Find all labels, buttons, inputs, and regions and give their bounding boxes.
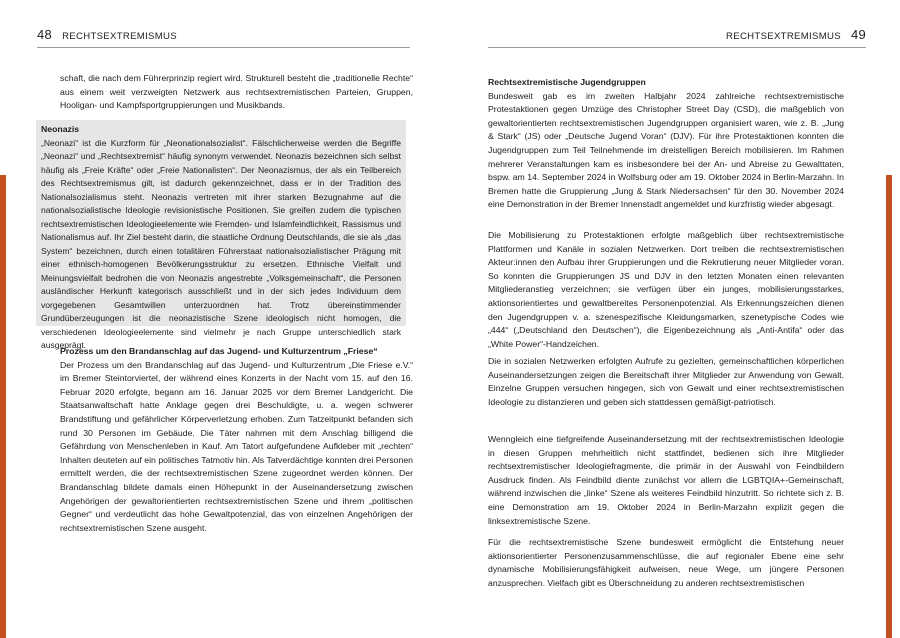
paragraph-block-5 bbox=[488, 536, 844, 590]
section-heading: Prozess um den Brandanschlag auf das Jugend- und Kulturzentrum „Friese“ bbox=[60, 346, 378, 356]
paragraph-2: Die Mobilisierung zu Protestaktionen erfolgte maßgeblich über rechtsextremistische Plattformen und Kanäle in sozialen Netzwerken. Dort treiben die rechtsextremistischen Akteur:innen den Aufbau ihrer Gruppierungen und die Rekrutierung neuer Mitglieder voran. So konnten die Gruppierungen JS und DJV in den letzten Monaten einen relevanten Mitgliederanstieg verzeichnen; sie verfügen über ein junges, mobilisierungsstarkes, aktionsorientiertes und gewaltbereites Personenpotenzial. Als Erkennungszeichen dienen den Jugendgruppen v. a. szenespezifische Kleidungsmarken, szenetypische Codes wie „444“ („Deutschland den Deutschen“), die Eigenbezeichnung als „Anti-Antifa“ oder das „White Power“-Handzeichen. bbox=[488, 230, 844, 349]
intro-paragraph bbox=[60, 72, 413, 113]
paragraph-1: Bundesweit gab es im zweiten Halbjahr 2024 zahlreiche rechtsextremistische Protestaktionen gegen Umzüge des Christopher Street Day (CSD), die maßgeblich von gewaltorientierten rechtsextremistischen Jugendgruppen organisiert waren, wie z. B. „Jung & Stark“ (JS) oder „Deutsche Jugend Voran“ (DJV). Für ihre Protestaktionen konnten die Jugendgruppen zum Teil Teilnehmende im dreistelligen Bereich mobilisieren. Im Rahmen mehrerer Veranstaltungen kam es insbesondere bei der An- und Abreise zu Gewalttaten, bspw. am 14. September 2024 in Wolfsburg oder am 19. Oktober 2024 in Berlin-Marzahn. In Bremen hatte die Gruppierung „Jung & Stark Niedersachsen“ für den 30. November 2024 eine Demonstration in der Bremer Innenstadt angemeldet und kurzfristig wieder abgesagt. bbox=[488, 90, 844, 210]
prozess-section bbox=[60, 345, 413, 535]
right-page bbox=[450, 0, 900, 638]
paragraph-block-3 bbox=[488, 355, 844, 409]
section-text: Der Prozess um den Brandanschlag auf das Jugend- und Kulturzentrum „Die Friese e.V.“ im Bremer Steintorviertel, der während eines Konzerts in der Nacht vom 15. auf den 16. Februar 2020 erfolgte, begann am 16. Januar 2025 vor dem Bremer Landgericht. Die Staatsanwaltschaft hatte Anklage gegen drei Beschuldigte, u. a. wegen schwerer Brandstiftung und gefährlicher Körperverletzung erhoben. Zum Tatzeitpunkt befanden sich rund 30 Personen im Gebäude. Die Täter nahmen mit dem Anschlag billigend die Gefährdung von Menschenleben in Kauf. Am Tatort aufgefundene Aufkleber mit „rechten“ Inhalten deuteten auf ein politisches Tatmotiv hin. Als Tatverdächtige konnten drei Personen ermittelt werden, die der rechtsextremistischen Szene zugeordnet werden können. Der Brandanschlag bildete damals einen Höhepunkt in der Auseinandersetzung zwischen Angehörigen der gewaltorientierten rechtsextremistischen Szene und ihrem „politischen Gegner“ und verdeutlicht das hohe Gewaltpotenzial, das von einzelnen Angehörigen der rechtsextremistischen Szene ausgeht. bbox=[60, 359, 413, 533]
paragraph-block-4 bbox=[488, 433, 844, 528]
paragraph-5: Für die rechtsextremistische Szene bundesweit ermöglicht die Entstehung neuer aktionsorientierter Personenzusammenschlüsse, die auf regionaler Ebene eine sehr dynamische Mobilisierungsfähigkeit aufweisen, neue Wege, um jüngere Personen anzusprechen. Vielfach gibt es Überschneidung zu anderen rechtsextremistischen bbox=[488, 537, 844, 588]
accent-bar bbox=[0, 175, 6, 638]
running-head: RECHTSEXTREMISMUS bbox=[62, 31, 177, 42]
accent-bar bbox=[886, 175, 892, 638]
right-page-header bbox=[488, 27, 866, 48]
left-page-header bbox=[37, 27, 410, 48]
jugendgruppen-section bbox=[488, 76, 844, 212]
page-number: 48 bbox=[37, 27, 53, 42]
section-heading: Rechtsextremistische Jugendgruppen bbox=[488, 77, 646, 87]
paragraph-4: Wenngleich eine tiefgreifende Auseinandersetzung mit der rechtsextremistischen Ideologie in diesen Gruppen mehrheitlich nicht stattfindet, bedienen sich ihre Mitglieder rechtsextremistischer Ideologiefragmente, die primär in der Auswahl von Feindbildern Ausdruck finden. Als Feindbild diente zunächst vor allem die LGBTQIA+-Gemeinschaft, während inzwischen die „linke“ Szene als weiteres Feindbild hinzutritt. So richtete sich z. B. eine Demonstration am 19. Oktober 2024 in Berlin-Marzahn explizit gegen die linksextremistische Szene. bbox=[488, 434, 844, 526]
paragraph-block-2 bbox=[488, 229, 844, 351]
running-head: RECHTSEXTREMISMUS bbox=[726, 31, 841, 42]
page-number: 49 bbox=[850, 27, 866, 42]
paragraph-3: Die in sozialen Netzwerken erfolgten Aufrufe zu gezielten, gemeinschaftlichen körperlichen Auseinandersetzungen zeigen die Bereitschaft ihrer Mitglieder zur Anwendung von Gewalt. Einzelne Gruppen versuchen hingegen, sich von Gewalt und einer rechtsextremistischen Ideologie zu distanzieren und geben sich stattdessen gemäßigt-patriotisch. bbox=[488, 356, 844, 407]
paragraph-text: schaft, die nach dem Führerprinzip regiert wird. Strukturell besteht die „traditionelle Rechte“ aus einem weit verzweigten Netzwerk aus rechtsextremistischen Parteien, Gruppen, Hooligan- und Kampfsportgruppierungen und Musikbands. bbox=[60, 73, 413, 111]
info-box-text: „Neonazi“ ist die Kurzform für „Neonationalsozialist“. Fälschlicherweise werden die Begriffe „Neonazi“ und „Rechtsextremist“ häufig synonym verwendet. Neonazis bezeichnen sich selbst häufig als „Freie Kräfte“ oder „Freie Nationalisten“. Der Neonazismus, der als ein Teilbereich des Rechtsextremismus gilt, ist dadurch gekennzeichnet, dass er in der Tradition des Nationalsozialismus steht. Neonazis vertreten mit ihrer starken Bezugnahme auf die nationalsozialistische Ideologie revisionistische Positionen. Sie greifen zudem die typischen rechtsextremistischen Ideologieelemente wie Fremden- und Islamfeindlichkeit, Rassismus und Nationalismus auf. Ihr Ziel besteht darin, die staatliche Ordnung Deutschlands, die sie als „das System“ bezeichnen, durch einen totalitären Führerstaat nationalsozialistischer Prägung mit einer ethnisch-homogenen Bevölkerungsstruktur zu ersetzen. Ethnische Vielfalt und Meinungsvielfalt bedrohen die von Neonazis angestrebte „Volksgemeinschaft“, die Personen ausländischer Herkunft kategorisch ausschließt und in der sich jedes Individuum dem vorgegebenen Gesamtwillen unterzuordnen hat. Trotz übereinstimmender Grundüberzeugungen ist die neonazistische Szene ideologisch nicht homogen, die verschiedenen Ideologieelemente sind vielmehr je nach Gruppe unterschiedlich stark ausgeprägt. bbox=[41, 137, 401, 351]
info-box-title: Neonazis bbox=[41, 124, 80, 134]
